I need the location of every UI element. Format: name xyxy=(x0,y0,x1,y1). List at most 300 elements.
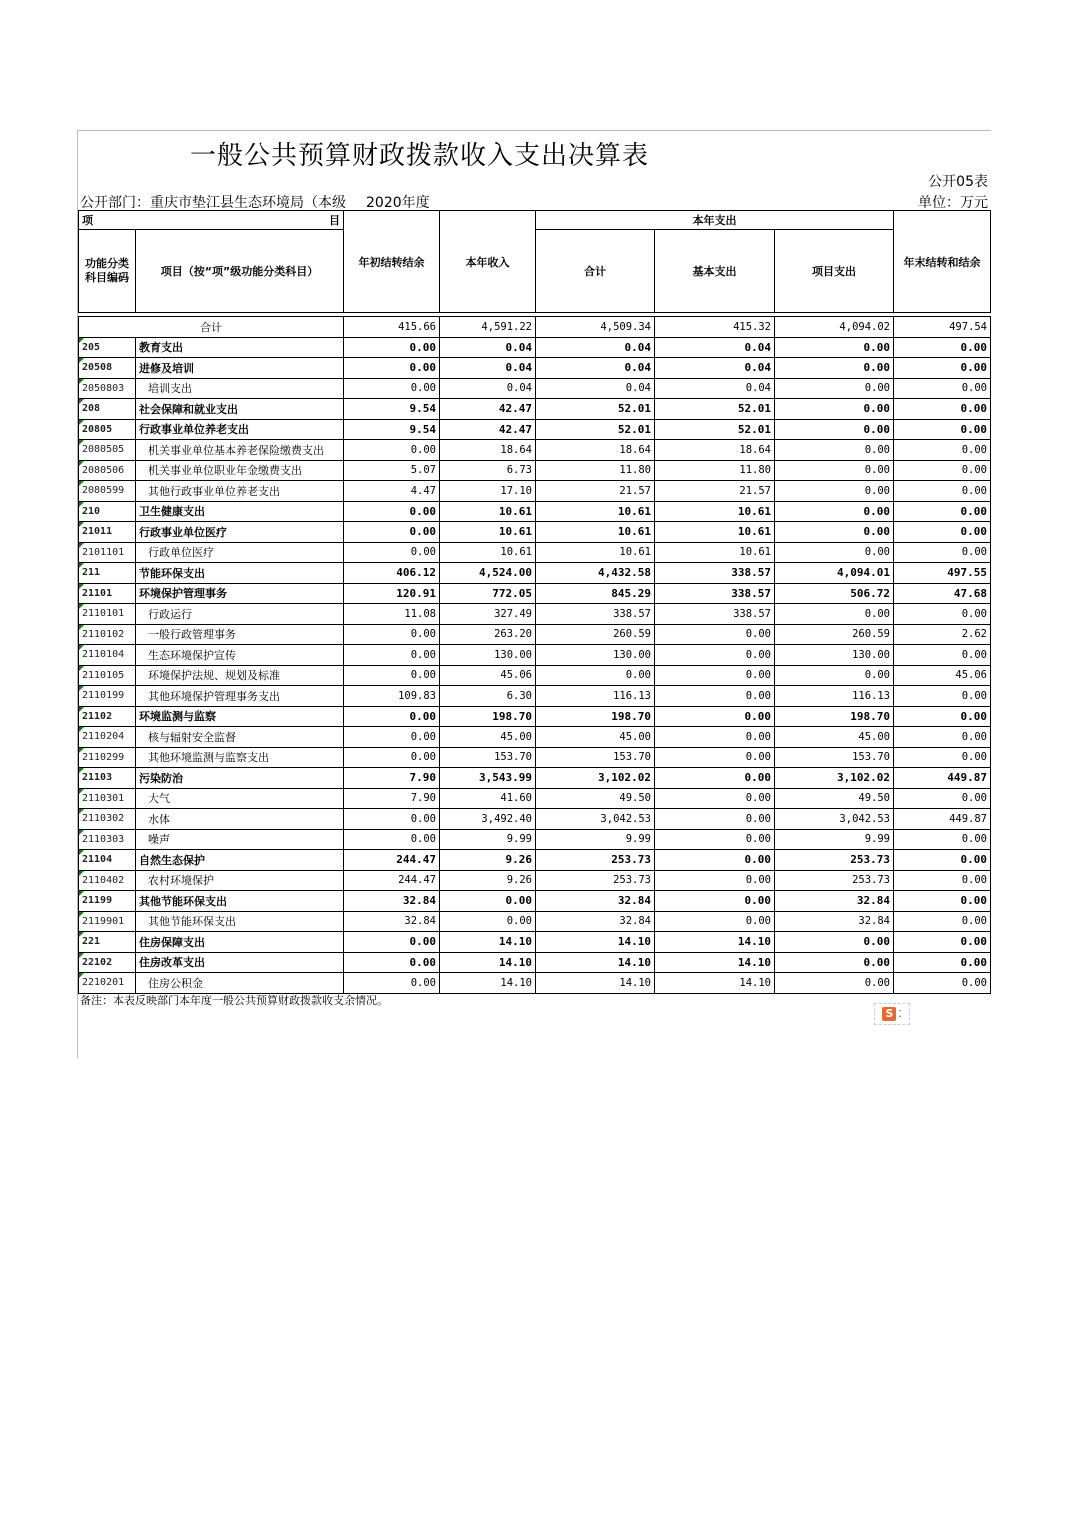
cell-total: 3,042.53 xyxy=(536,809,655,830)
cell-basic: 14.10 xyxy=(655,952,775,973)
cell-income: 0.04 xyxy=(440,337,536,358)
table-row xyxy=(79,768,991,789)
cell-total: 10.61 xyxy=(536,501,655,522)
cell-begin-balance: 0.00 xyxy=(344,501,440,522)
cell-total: 4,509.34 xyxy=(536,317,655,338)
cell-begin-balance: 0.00 xyxy=(344,952,440,973)
cell-total: 21.57 xyxy=(536,481,655,502)
table-row xyxy=(79,727,991,748)
cell-code: 2080506 xyxy=(79,460,136,481)
cell-total: 0.04 xyxy=(536,358,655,379)
table-row xyxy=(79,809,991,830)
cell-project: 0.00 xyxy=(775,665,894,686)
cell-name: 住房公积金 xyxy=(136,973,344,994)
table-row xyxy=(79,850,991,871)
cell-total: 32.84 xyxy=(536,911,655,932)
cell-code: 2050803 xyxy=(79,378,136,399)
cell-project: 0.00 xyxy=(775,481,894,502)
cell-income: 0.00 xyxy=(440,911,536,932)
cell-project: 506.72 xyxy=(775,583,894,604)
ime-menu-icon[interactable]: ⁚ xyxy=(898,1008,902,1020)
cell-begin-balance: 0.00 xyxy=(344,809,440,830)
cell-code: 2080599 xyxy=(79,481,136,502)
cell-code: 2080505 xyxy=(79,440,136,461)
table-row xyxy=(79,522,991,543)
table-row xyxy=(79,624,991,645)
cell-name: 进修及培训 xyxy=(136,358,344,379)
cell-code: 20805 xyxy=(79,419,136,440)
cell-income: 0.00 xyxy=(440,891,536,912)
cell-end-balance: 0.00 xyxy=(894,542,991,563)
cell-total: 18.64 xyxy=(536,440,655,461)
cell-total: 253.73 xyxy=(536,870,655,891)
cell-total: 14.10 xyxy=(536,932,655,953)
cell-end-balance: 0.00 xyxy=(894,727,991,748)
cell-basic: 0.00 xyxy=(655,645,775,666)
page-title: 一般公共预算财政拨款收入支出决算表 xyxy=(190,141,650,171)
cell-basic: 0.00 xyxy=(655,870,775,891)
cell-basic: 0.00 xyxy=(655,665,775,686)
cell-name: 培训支出 xyxy=(136,378,344,399)
table-row xyxy=(79,317,991,338)
cell-total: 3,102.02 xyxy=(536,768,655,789)
cell-total: 52.01 xyxy=(536,399,655,420)
cell-end-balance: 47.68 xyxy=(894,583,991,604)
cell-project: 0.00 xyxy=(775,440,894,461)
cell-begin-balance: 0.00 xyxy=(344,727,440,748)
cell-name: 行政运行 xyxy=(136,604,344,625)
cell-begin-balance: 0.00 xyxy=(344,829,440,850)
cell-end-balance: 0.00 xyxy=(894,973,991,994)
cell-begin-balance: 0.00 xyxy=(344,665,440,686)
cell-code: 205 xyxy=(79,337,136,358)
cell-income: 45.00 xyxy=(440,727,536,748)
cell-basic: 14.10 xyxy=(655,973,775,994)
cell-name: 噪声 xyxy=(136,829,344,850)
table-row xyxy=(79,747,991,768)
cell-code: 2110299 xyxy=(79,747,136,768)
cell-code: 2110104 xyxy=(79,645,136,666)
cell-begin-balance: 7.90 xyxy=(344,768,440,789)
cell-code: 2110204 xyxy=(79,727,136,748)
cell-begin-balance: 415.66 xyxy=(344,317,440,338)
cell-basic: 0.00 xyxy=(655,727,775,748)
cell-begin-balance: 9.54 xyxy=(344,419,440,440)
cell-name: 机关事业单位职业年金缴费支出 xyxy=(136,460,344,481)
cell-end-balance: 0.00 xyxy=(894,911,991,932)
cell-code: 21104 xyxy=(79,850,136,871)
cell-begin-balance: 7.90 xyxy=(344,788,440,809)
cell-end-balance: 45.06 xyxy=(894,665,991,686)
cell-total: 11.80 xyxy=(536,460,655,481)
cell-project: 0.00 xyxy=(775,932,894,953)
cell-end-balance: 0.00 xyxy=(894,337,991,358)
cell-begin-balance: 109.83 xyxy=(344,686,440,707)
table-row xyxy=(79,460,991,481)
cell-code: 208 xyxy=(79,399,136,420)
cell-project: 153.70 xyxy=(775,747,894,768)
cell-income: 3,543.99 xyxy=(440,768,536,789)
cell-end-balance: 0.00 xyxy=(894,850,991,871)
cell-begin-balance: 0.00 xyxy=(344,522,440,543)
cell-project: 116.13 xyxy=(775,686,894,707)
cell-total: 130.00 xyxy=(536,645,655,666)
cell-total: 4,432.58 xyxy=(536,563,655,584)
cell-end-balance: 0.00 xyxy=(894,870,991,891)
cell-name: 合计 xyxy=(79,317,344,338)
cell-project: 49.50 xyxy=(775,788,894,809)
cell-code: 22102 xyxy=(79,952,136,973)
cell-end-balance: 0.00 xyxy=(894,501,991,522)
header-begin-balance: 年初结转结余 xyxy=(344,211,440,313)
table-row xyxy=(79,686,991,707)
table-row xyxy=(79,973,991,994)
cell-basic: 415.32 xyxy=(655,317,775,338)
cell-project: 198.70 xyxy=(775,706,894,727)
cell-basic: 11.80 xyxy=(655,460,775,481)
year-label: 2020年度 xyxy=(366,195,430,211)
cell-basic: 0.00 xyxy=(655,768,775,789)
cell-end-balance: 497.55 xyxy=(894,563,991,584)
cell-end-balance: 0.00 xyxy=(894,829,991,850)
cell-code: 2101101 xyxy=(79,542,136,563)
cell-begin-balance: 11.08 xyxy=(344,604,440,625)
cell-total: 198.70 xyxy=(536,706,655,727)
cell-income: 263.20 xyxy=(440,624,536,645)
cell-basic: 0.00 xyxy=(655,747,775,768)
cell-begin-balance: 0.00 xyxy=(344,542,440,563)
cell-income: 42.47 xyxy=(440,419,536,440)
cell-income: 45.06 xyxy=(440,665,536,686)
cell-end-balance: 449.87 xyxy=(894,768,991,789)
header-end-balance: 年末结转和结余 xyxy=(894,211,991,313)
cell-basic: 52.01 xyxy=(655,399,775,420)
cell-income: 6.73 xyxy=(440,460,536,481)
cell-begin-balance: 0.00 xyxy=(344,973,440,994)
cell-name: 节能环保支出 xyxy=(136,563,344,584)
table-row xyxy=(79,583,991,604)
cell-basic: 0.00 xyxy=(655,624,775,645)
cell-project: 3,042.53 xyxy=(775,809,894,830)
cell-name: 行政事业单位养老支出 xyxy=(136,419,344,440)
cell-name: 环境保护法规、规划及标准 xyxy=(136,665,344,686)
cell-income: 17.10 xyxy=(440,481,536,502)
cell-end-balance: 0.00 xyxy=(894,419,991,440)
cell-name: 其他环境监测与监察支出 xyxy=(136,747,344,768)
cell-income: 18.64 xyxy=(440,440,536,461)
cell-total: 338.57 xyxy=(536,604,655,625)
cell-end-balance: 0.00 xyxy=(894,686,991,707)
cell-end-balance: 0.00 xyxy=(894,460,991,481)
cell-name: 其他节能环保支出 xyxy=(136,891,344,912)
ime-toolbar[interactable] xyxy=(874,1003,910,1025)
table-body xyxy=(79,317,991,994)
unit-label: 单位：万元 xyxy=(918,195,988,211)
cell-income: 9.99 xyxy=(440,829,536,850)
cell-end-balance: 0.00 xyxy=(894,788,991,809)
cell-code: 2110402 xyxy=(79,870,136,891)
table-row xyxy=(79,378,991,399)
cell-name: 机关事业单位基本养老保险缴费支出 xyxy=(136,440,344,461)
table-row xyxy=(79,952,991,973)
cell-income: 772.05 xyxy=(440,583,536,604)
cell-begin-balance: 0.00 xyxy=(344,747,440,768)
cell-total: 0.00 xyxy=(536,665,655,686)
header-xiang-mu xyxy=(79,211,344,230)
cell-basic: 10.61 xyxy=(655,542,775,563)
cell-code: 2110102 xyxy=(79,624,136,645)
header-income: 本年收入 xyxy=(440,211,536,313)
cell-name: 污染防治 xyxy=(136,768,344,789)
cell-income: 198.70 xyxy=(440,706,536,727)
cell-code: 2110302 xyxy=(79,809,136,830)
cell-name: 生态环境保护宣传 xyxy=(136,645,344,666)
cell-project: 253.73 xyxy=(775,870,894,891)
cell-begin-balance: 32.84 xyxy=(344,911,440,932)
cell-code: 2110105 xyxy=(79,665,136,686)
cell-basic: 10.61 xyxy=(655,522,775,543)
header-xiang: 项 xyxy=(82,214,93,227)
cell-income: 14.10 xyxy=(440,973,536,994)
cell-income: 14.10 xyxy=(440,932,536,953)
cell-name: 农村环境保护 xyxy=(136,870,344,891)
cell-begin-balance: 244.47 xyxy=(344,850,440,871)
cell-end-balance: 0.00 xyxy=(894,747,991,768)
header-code: 功能分类科目编码 xyxy=(79,230,136,313)
cell-code: 2110101 xyxy=(79,604,136,625)
cell-begin-balance: 0.00 xyxy=(344,358,440,379)
cell-code: 210 xyxy=(79,501,136,522)
cell-basic: 0.00 xyxy=(655,686,775,707)
cell-begin-balance: 244.47 xyxy=(344,870,440,891)
cell-code: 21102 xyxy=(79,706,136,727)
cell-begin-balance: 0.00 xyxy=(344,645,440,666)
cell-name: 一般行政管理事务 xyxy=(136,624,344,645)
cell-name: 环境保护管理事务 xyxy=(136,583,344,604)
cell-name: 行政单位医疗 xyxy=(136,542,344,563)
cell-project: 0.00 xyxy=(775,604,894,625)
cell-project: 0.00 xyxy=(775,378,894,399)
cell-basic: 18.64 xyxy=(655,440,775,461)
table-row xyxy=(79,891,991,912)
cell-name: 其他节能环保支出 xyxy=(136,911,344,932)
header-name: 项目（按“项”级功能分类科目） xyxy=(136,230,344,313)
cell-basic: 0.00 xyxy=(655,850,775,871)
cell-name: 卫生健康支出 xyxy=(136,501,344,522)
cell-begin-balance: 0.00 xyxy=(344,440,440,461)
cell-income: 130.00 xyxy=(440,645,536,666)
cell-end-balance: 497.54 xyxy=(894,317,991,338)
cell-end-balance: 0.00 xyxy=(894,604,991,625)
cell-end-balance: 0.00 xyxy=(894,481,991,502)
cell-total: 845.29 xyxy=(536,583,655,604)
cell-project: 0.00 xyxy=(775,419,894,440)
cell-income: 6.30 xyxy=(440,686,536,707)
cell-project: 0.00 xyxy=(775,522,894,543)
cell-code: 20508 xyxy=(79,358,136,379)
cell-end-balance: 0.00 xyxy=(894,440,991,461)
table-row xyxy=(79,358,991,379)
cell-name: 核与辐射安全监督 xyxy=(136,727,344,748)
cell-name: 自然生态保护 xyxy=(136,850,344,871)
cell-begin-balance: 0.00 xyxy=(344,932,440,953)
cell-income: 10.61 xyxy=(440,542,536,563)
cell-income: 42.47 xyxy=(440,399,536,420)
cell-end-balance: 0.00 xyxy=(894,399,991,420)
cell-basic: 0.00 xyxy=(655,911,775,932)
department-label: 公开部门：重庆市垫江县生态环境局（本级 xyxy=(80,195,346,211)
cell-code: 221 xyxy=(79,932,136,953)
table-row xyxy=(79,788,991,809)
cell-total: 253.73 xyxy=(536,850,655,871)
cell-project: 9.99 xyxy=(775,829,894,850)
cell-name: 其他行政事业单位养老支出 xyxy=(136,481,344,502)
cell-basic: 14.10 xyxy=(655,932,775,953)
cell-begin-balance: 0.00 xyxy=(344,624,440,645)
cell-total: 32.84 xyxy=(536,891,655,912)
cell-income: 9.26 xyxy=(440,870,536,891)
cell-end-balance: 2.62 xyxy=(894,624,991,645)
cell-end-balance: 449.87 xyxy=(894,809,991,830)
table-row xyxy=(79,604,991,625)
ime-logo-icon[interactable]: S xyxy=(882,1007,896,1021)
cell-basic: 338.57 xyxy=(655,583,775,604)
table-row xyxy=(79,829,991,850)
table-row xyxy=(79,870,991,891)
cell-basic: 338.57 xyxy=(655,604,775,625)
cell-name: 住房保障支出 xyxy=(136,932,344,953)
cell-basic: 338.57 xyxy=(655,563,775,584)
cell-total: 10.61 xyxy=(536,542,655,563)
cell-code: 2110199 xyxy=(79,686,136,707)
cell-total: 45.00 xyxy=(536,727,655,748)
table-row xyxy=(79,337,991,358)
cell-begin-balance: 120.91 xyxy=(344,583,440,604)
cell-code: 21103 xyxy=(79,768,136,789)
header-expense-group: 本年支出 xyxy=(536,211,894,230)
cell-begin-balance: 9.54 xyxy=(344,399,440,420)
cell-name: 社会保障和就业支出 xyxy=(136,399,344,420)
cell-end-balance: 0.00 xyxy=(894,358,991,379)
table-row xyxy=(79,911,991,932)
cell-begin-balance: 0.00 xyxy=(344,378,440,399)
cell-basic: 0.04 xyxy=(655,337,775,358)
cell-income: 3,492.40 xyxy=(440,809,536,830)
header-total: 合计 xyxy=(536,230,655,313)
table-row xyxy=(79,440,991,461)
cell-basic: 52.01 xyxy=(655,419,775,440)
cell-income: 0.04 xyxy=(440,378,536,399)
cell-income: 4,591.22 xyxy=(440,317,536,338)
cell-name: 行政事业单位医疗 xyxy=(136,522,344,543)
cell-project: 4,094.01 xyxy=(775,563,894,584)
cell-income: 153.70 xyxy=(440,747,536,768)
cell-total: 153.70 xyxy=(536,747,655,768)
cell-total: 52.01 xyxy=(536,419,655,440)
cell-basic: 0.04 xyxy=(655,358,775,379)
cell-total: 49.50 xyxy=(536,788,655,809)
cell-project: 253.73 xyxy=(775,850,894,871)
cell-end-balance: 0.00 xyxy=(894,891,991,912)
cell-code: 2110303 xyxy=(79,829,136,850)
cell-name: 环境监测与监察 xyxy=(136,706,344,727)
table-row xyxy=(79,706,991,727)
cell-code: 2210201 xyxy=(79,973,136,994)
cell-name: 水体 xyxy=(136,809,344,830)
header-project: 项目支出 xyxy=(775,230,894,313)
cell-total: 260.59 xyxy=(536,624,655,645)
cell-code: 2119901 xyxy=(79,911,136,932)
table-row xyxy=(79,481,991,502)
table-row xyxy=(79,665,991,686)
cell-project: 3,102.02 xyxy=(775,768,894,789)
cell-begin-balance: 4.47 xyxy=(344,481,440,502)
cell-income: 10.61 xyxy=(440,522,536,543)
cell-total: 14.10 xyxy=(536,973,655,994)
footer-note: 备注：本表反映部门本年度一般公共预算财政拨款收支余情况。 xyxy=(80,994,388,1007)
cell-project: 0.00 xyxy=(775,460,894,481)
cell-project: 0.00 xyxy=(775,337,894,358)
cell-project: 32.84 xyxy=(775,891,894,912)
cell-project: 32.84 xyxy=(775,911,894,932)
cell-begin-balance: 5.07 xyxy=(344,460,440,481)
table-row xyxy=(79,932,991,953)
table-row xyxy=(79,563,991,584)
cell-project: 45.00 xyxy=(775,727,894,748)
table-row xyxy=(79,501,991,522)
cell-total: 10.61 xyxy=(536,522,655,543)
header-basic: 基本支出 xyxy=(655,230,775,313)
cell-basic: 0.04 xyxy=(655,378,775,399)
cell-code: 211 xyxy=(79,563,136,584)
cell-project: 4,094.02 xyxy=(775,317,894,338)
cell-begin-balance: 0.00 xyxy=(344,706,440,727)
cell-income: 0.04 xyxy=(440,358,536,379)
cell-name: 教育支出 xyxy=(136,337,344,358)
cell-income: 4,524.00 xyxy=(440,563,536,584)
cell-total: 0.04 xyxy=(536,337,655,358)
header-mu: 目 xyxy=(329,214,340,227)
cell-basic: 0.00 xyxy=(655,809,775,830)
cell-project: 0.00 xyxy=(775,542,894,563)
cell-end-balance: 0.00 xyxy=(894,522,991,543)
cell-project: 260.59 xyxy=(775,624,894,645)
cell-project: 0.00 xyxy=(775,973,894,994)
cell-project: 0.00 xyxy=(775,358,894,379)
cell-project: 0.00 xyxy=(775,399,894,420)
cell-basic: 0.00 xyxy=(655,706,775,727)
cell-basic: 0.00 xyxy=(655,891,775,912)
cell-code: 2110301 xyxy=(79,788,136,809)
cell-project: 0.00 xyxy=(775,501,894,522)
cell-income: 327.49 xyxy=(440,604,536,625)
form-number: 公开05表 xyxy=(928,174,988,190)
cell-name: 住房改革支出 xyxy=(136,952,344,973)
cell-basic: 21.57 xyxy=(655,481,775,502)
cell-name: 大气 xyxy=(136,788,344,809)
table-row xyxy=(79,645,991,666)
cell-end-balance: 0.00 xyxy=(894,378,991,399)
cell-begin-balance: 32.84 xyxy=(344,891,440,912)
cell-project: 130.00 xyxy=(775,645,894,666)
cell-basic: 0.00 xyxy=(655,788,775,809)
cell-code: 21199 xyxy=(79,891,136,912)
cell-total: 116.13 xyxy=(536,686,655,707)
cell-begin-balance: 406.12 xyxy=(344,563,440,584)
cell-code: 21011 xyxy=(79,522,136,543)
cell-income: 41.60 xyxy=(440,788,536,809)
cell-total: 9.99 xyxy=(536,829,655,850)
